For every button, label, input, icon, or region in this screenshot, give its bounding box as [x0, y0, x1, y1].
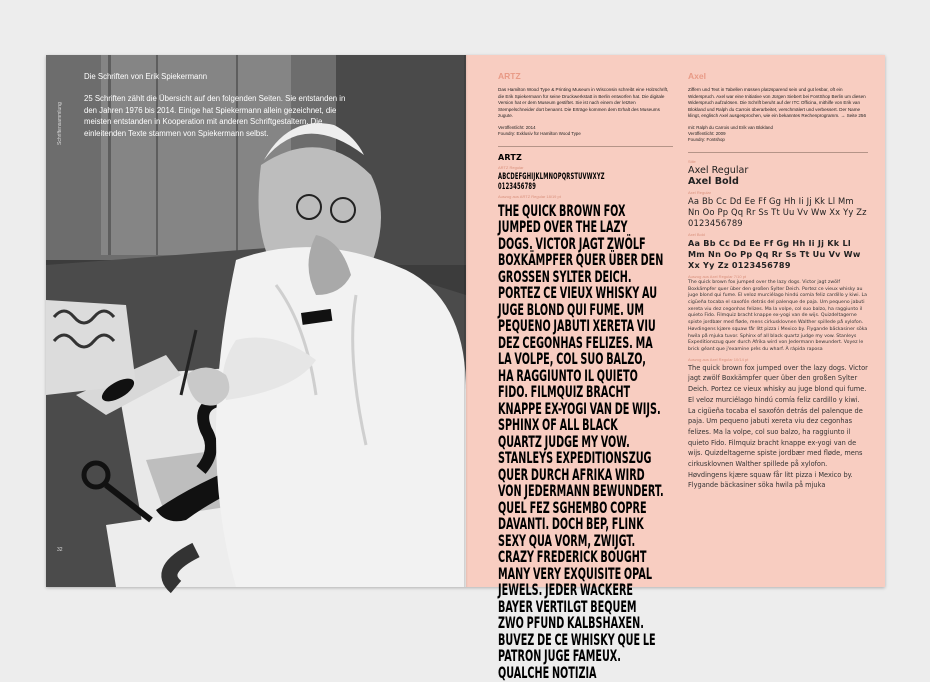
- axel-label-small: Auszug aus Axel Regular 7/10 pt: [688, 273, 747, 279]
- book-gutter: [464, 55, 468, 587]
- axel-regular-name: Axel Regular: [688, 164, 749, 176]
- right-page: [466, 55, 885, 682]
- axel-medium-text: The quick brown fox jumped over the lazy dogs. Victor jagt zwölf Boxkämpfer quer über den großen Sylter Deich. Portez ce vieux whisky au juge blond qui fume. El veloz murciélago hindú comía feliz cardillo y kiwi. La cigüeña tocaba el saxofón detrás del palenque de paja. Um pequeno jabuti xereta viu dez cegonhas felizes. Ma la volpe, col suo balzo, ha raggiunto il quieto Fido. Filmquiz bracht knappe ex-yogi van de wijs. Quizdeltagerne spiste jordbær med fløde, mens cirkusklovnen Walther spillede på xylofon. Høvdingens kjære squaw får litt pizza i Mexico by. Flygande bäckasiner söka hwila på mjuka: [688, 363, 868, 490]
- artz-label-regular: ARTZ Regular: [498, 164, 524, 170]
- axel-meta: [688, 125, 868, 143]
- book-spread: [46, 55, 885, 682]
- intro-title: Die Schriften von Erik Spiekermann: [84, 72, 208, 81]
- axel-description-text: Ziffern und Text in Tabellen müssen platzsparend sein und gut lesbar, oft ein Widerspruch. Axel war eine Initiative von Jürgen Siebert bei FontShop Berlin um diesen Widerspruch aufzulösen. Die Schrift beruht auf der ITC Officina, mithilfe von Erik van Blokland und Ralph du Carrois überarbeitet, verschmälert und verbessert. Der Name klingt, englisch Axel ausgesprochen, wie ein bekanntes Rechenprogramm.: [688, 87, 866, 119]
- axel-description: [688, 87, 868, 120]
- left-page: [46, 55, 466, 587]
- artz-alphabet-sample: [498, 171, 678, 191]
- vertical-running-label: Schriftensammlung: [57, 102, 63, 145]
- axel-column: [688, 71, 868, 491]
- axel-bold-name: Axel Bold: [688, 175, 739, 187]
- axel-small-text: The quick brown fox jumped over the lazy dogs. Victor jagt zwölf Boxkämpfer quer über den großen Sylter Deich. Portez ce vieux whisky au juge blond qui fume. El veloz murciélago hindú comía feliz cardillo y kiwi. La cigüeña tocaba el saxofón detrás del palenque de paja. Um pequeno jabuti xereta viu dez cegonhas felizes. Ma la volpe, col suo balzo, ha raggiunto il quieto Fido. Filmquiz bracht knappe ex-yogi van de wijs. Quizdeltagerne spiste jordbær med fløde, mens cirkusklovnen Walther spillede på xylofon. Høvdingens kjære squaw får litt pizza i Mexico by. Flygande bäckasiner söka hwila på mjuka tuvor. Sphinx of all black quartz judge my vow. Stanleys Expeditionszug quer durch Afrika wird von Jedermann bewundert. Voyez le brick géant que j'examine près du wharf. À rápida raposa: [688, 279, 868, 352]
- divider: [688, 152, 868, 153]
- artz-heading: ARTZ: [498, 71, 521, 81]
- page-number: 32: [57, 547, 63, 553]
- axel-regular-alphabet: Aa Bb Cc Dd Ee Ff Gg Hh Ii Jj Kk Ll Mm Nn Oo Pp Qq Rr Ss Tt Uu Vv Ww Xx Yy Zz 0123456789: [688, 195, 867, 228]
- artz-description: Das Hamilton Wood Type & Printing Museum in Wisconsin schreibt eine Holzschrift, die Erik Spiekermann für seine Druckwerkstatt in Berlin entworfen hat. Die digitale Version hat er dem Museum gestiftet. Sie ist nach einem der letzten Stempelschneider dort benannt. Die Erträge kommen dem Erhalt des Museums zugute.: [498, 87, 669, 119]
- artz-name-sample: ARTZ: [498, 152, 523, 162]
- intro-block: [84, 71, 346, 139]
- axel-heading: Axel: [688, 71, 706, 81]
- axel-published: Veröffentlicht: 2009: [688, 130, 726, 136]
- artz-foundry: Foundry: Exklusiv für Hamilton Wood Type: [498, 130, 581, 136]
- intro-text: 25 Schriften zählt die Übersicht auf den folgenden Seiten. Sie entstanden in den Jahren 1976 bis 2014. Einige hat Spiekermann allein gezeichnet, die meisten entstanden in Kooperation mit anderen Schriftgestaltern. Die einleitenden Texte stammen von Spiekermann selbst.: [84, 94, 346, 138]
- axel-collaborators: mit: Ralph du Carrois und Erik van Blokland: [688, 124, 773, 130]
- artz-column: [498, 71, 673, 681]
- axel-label-regular: Axel Regular: [688, 189, 711, 195]
- artz-meta: [498, 125, 673, 137]
- artz-digits: 0123456789: [498, 180, 536, 191]
- axel-foundry: Foundry: Fontshop: [688, 136, 725, 142]
- artz-alphabet: ABCDEFGHIJKLMNOPQRSTUVWXYZ: [498, 170, 605, 181]
- axel-label-bold: Axel Bold: [688, 231, 705, 237]
- artz-published: Veröffentlicht: 2014: [498, 124, 536, 130]
- axel-label-medium: Auszug aus Axel Regular 10/14 pt: [688, 356, 749, 362]
- artz-label-text: Auszug aus ARTZ Regular 18/19 pt: [498, 193, 561, 199]
- axel-page-reference: → Seite 256: [840, 113, 867, 119]
- divider: [498, 146, 673, 147]
- axel-bold-alphabet: Aa Bb Cc Dd Ee Ff Gg Hh Ii Jj Kk Ll Mm Nn Oo Pp Qq Rr Ss Tt Uu Vv Ww Xx Yy Zz 0123456789: [688, 237, 861, 270]
- artz-pangram-text: THE QUICK BROWN FOX JUMPED OVER THE LAZY DOGS. VICTOR JAGT ZWÖLF BOXKÄMPFER QUER ÜBER DEN GROSSEN SYLTER DEICH. PORTEZ CE VIEUX WHISKY AU JUGE BLOND QUI FUME. UM PEQUENO JABUTI XERETA VIU DEZ CEGONHAS FELIZES. MA LA VOLPE, COL SUO BALZO, HA RAGGIUNTO IL QUIETO FIDO. FILMQUIZ BRACHT KNAPPE EX-YOGI VAN DE WIJS. SPHINX OF ALL BLACK QUARTZ JUDGE MY VOW. STANLEYS EXPEDITIONSZUG QUER DURCH AFRIKA WIRD VON JEDERMANN BEWUNDERT. QUEL FEZ SGHEMBO COPRE DAVANTI. DOCH BEP, FLINK SEXY QUA VORM, ZWIJGT. CRAZY FREDERICK BOUGHT MANY VERY EXQUISITE OPAL JEWELS. JEDER WACKERE BAYER VERTILGT BEQUEM ZWO PFUND KALBSHAXEN. BUVEZ DE CE WHISKY QUE LE PATRON JUGE FAMEUX. QUALCHE NOTIZIA: [498, 201, 664, 682]
- axel-label-styles: Stile: [688, 158, 696, 164]
